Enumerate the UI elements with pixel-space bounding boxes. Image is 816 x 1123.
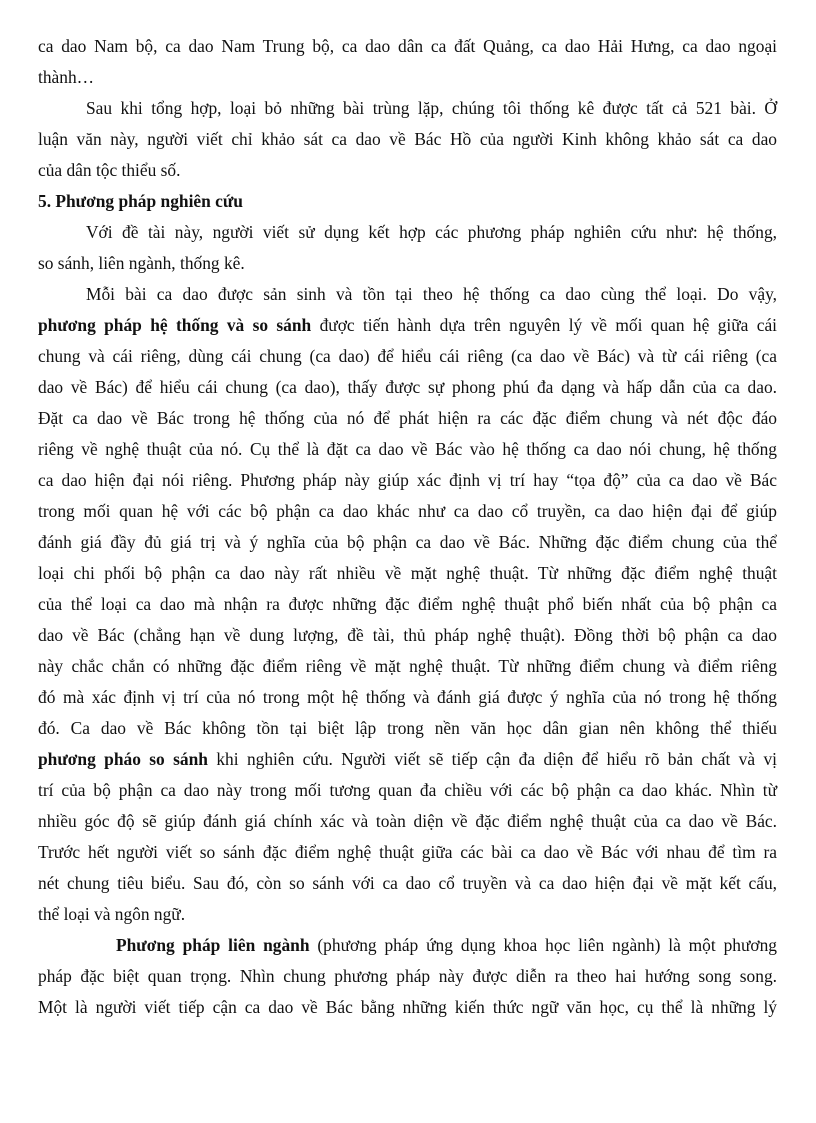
text-line xyxy=(38,713,777,744)
text-line xyxy=(38,434,777,465)
text-run: đó. Ca dao về Bác không tồn tại biệt lập trong nền văn học dân gian nên không thể thiếu xyxy=(38,718,777,738)
text-line xyxy=(38,682,777,713)
text-run: dao về Bác) để hiểu cái chung (ca dao), thấy được sự phong phú đa dạng và hấp dẫn của ca dao. xyxy=(38,377,777,397)
text-run: đó mà xác định vị trí của nó trong một hệ thống và đánh giá được ý nghĩa của nó trong hệ thống xyxy=(38,687,777,707)
text-run: Một là người viết tiếp cận ca dao về Bác bằng những kiến thức ngữ văn học, cụ thể là những lý xyxy=(38,997,777,1017)
text-run: luận văn này, người viết chỉ khảo sát ca dao về Bác Hồ của người Kinh không khảo sát ca dao xyxy=(38,129,777,149)
text-line xyxy=(38,744,777,775)
text-line xyxy=(38,558,777,589)
text-run: Sau khi tổng hợp, loại bỏ những bài trùng lặp, chúng tôi thống kê được tất cả 521 bài. Ở xyxy=(86,98,777,118)
text-run: (phương pháp ứng dụng khoa học liên ngành) là một phương xyxy=(309,935,777,955)
bold-term: phương pháp hệ thống và so sánh xyxy=(38,315,312,335)
text-line xyxy=(38,248,777,279)
text-line xyxy=(38,372,777,403)
text-run: loại chi phối bộ phận ca dao này rất nhiều về mặt nghệ thuật. Từ những đặc điểm nghệ thuật xyxy=(38,563,777,583)
text-run: của dân tộc thiểu số. xyxy=(38,160,181,180)
text-line xyxy=(38,217,777,248)
document-page xyxy=(38,31,777,1023)
text-line xyxy=(38,620,777,651)
text-line xyxy=(38,806,777,837)
text-line xyxy=(38,496,777,527)
text-line xyxy=(38,403,777,434)
text-line xyxy=(38,341,777,372)
text-run: nét chung tiêu biểu. Sau đó, còn so sánh với ca dao cổ truyền và ca dao hiện đại về mặt kết cấu, xyxy=(38,873,777,893)
section-heading xyxy=(38,186,777,217)
text-run: pháp đặc biệt quan trọng. Nhìn chung phương pháp này được diễn ra theo hai hướng song song. xyxy=(38,966,777,986)
text-line xyxy=(38,899,777,930)
text-run: trong mối quan hệ với các bộ phận ca dao khác như ca dao cổ truyền, ca dao hiện đại để giúp xyxy=(38,501,777,521)
text-run: này chắc chắn có những đặc điểm riêng về mặt nghệ thuật. Từ những điểm chung và điểm riêng xyxy=(38,656,777,676)
text-run: đánh giá đầy đủ giá trị và ý nghĩa của bộ phận ca dao về Bác. Những đặc điểm chung của thể xyxy=(38,532,777,552)
text-line xyxy=(38,837,777,868)
text-line xyxy=(38,155,777,186)
text-line xyxy=(38,465,777,496)
text-line xyxy=(38,62,777,93)
text-line xyxy=(38,992,777,1023)
text-run: thành… xyxy=(38,67,95,87)
text-run: thể loại và ngôn ngữ. xyxy=(38,904,186,924)
text-line xyxy=(38,651,777,682)
text-line xyxy=(38,775,777,806)
text-run: so sánh, liên ngành, thống kê. xyxy=(38,253,245,273)
text-line xyxy=(38,93,777,124)
text-run: của thể loại ca dao mà nhận ra được những đặc điểm nghệ thuật phổ biến nhất của bộ phận ca xyxy=(38,594,777,614)
text-run: ca dao Nam bộ, ca dao Nam Trung bộ, ca dao dân ca đất Quảng, ca dao Hải Hưng, ca dao ngoại xyxy=(38,36,777,56)
text-run: Với đề tài này, người viết sử dụng kết hợp các phương pháp nghiên cứu như: hệ thống, xyxy=(86,222,777,242)
text-run: trí của bộ phận ca dao này trong mối tương quan đa chiều với các bộ phận ca dao khác. Nhìn từ xyxy=(38,780,777,800)
text-run: Đặt ca dao về Bác trong hệ thống của nó để phát hiện ra các đặc điểm chung và nét độc đáo xyxy=(38,408,777,428)
text-line xyxy=(38,930,777,961)
text-line xyxy=(38,279,777,310)
text-line xyxy=(38,527,777,558)
text-run: Mỗi bài ca dao được sản sinh và tồn tại theo hệ thống ca dao cùng thể loại. Do vậy, xyxy=(86,284,777,304)
text-run: ca dao hiện đại nói riêng. Phương pháp này giúp xác định vị trí hay “tọa độ” của ca dao về Bác xyxy=(38,470,777,490)
bold-term: phương pháo so sánh xyxy=(38,749,208,769)
text-run: nhiều góc độ sẽ giúp đánh giá chính xác và toàn diện về đặc điểm nghệ thuật của ca dao về Bác. xyxy=(38,811,777,831)
text-line xyxy=(38,868,777,899)
text-line xyxy=(38,310,777,341)
text-run: khi nghiên cứu. Người viết sẽ tiếp cận đa diện để hiểu rõ bản chất và vị xyxy=(207,749,777,769)
text-run: dao về Bác (chẳng hạn về dung lượng, đề tài, thủ pháp nghệ thuật). Đồng thời bộ phận ca dao xyxy=(38,625,777,645)
text-run: chung và cái riêng, dùng cái chung (ca dao) để hiểu cái riêng (ca dao về Bác) và từ cái riêng (ca xyxy=(38,346,777,366)
bold-term: Phương pháp liên ngành xyxy=(116,935,310,955)
text-run: Trước hết người viết so sánh đặc điểm nghệ thuật giữa các bài ca dao về Bác với nhau để tìm ra xyxy=(38,842,777,862)
text-run: riêng về nghệ thuật của nó. Cụ thể là đặt ca dao về Bác vào hệ thống ca dao nói chung, hệ thống xyxy=(38,439,777,459)
text-line xyxy=(38,961,777,992)
text-run: được tiến hành dựa trên nguyên lý về mối quan hệ giữa cái xyxy=(311,315,778,335)
bold-term: 5. Phương pháp nghiên cứu xyxy=(38,191,243,211)
text-line xyxy=(38,31,777,62)
text-line xyxy=(38,124,777,155)
text-line xyxy=(38,589,777,620)
